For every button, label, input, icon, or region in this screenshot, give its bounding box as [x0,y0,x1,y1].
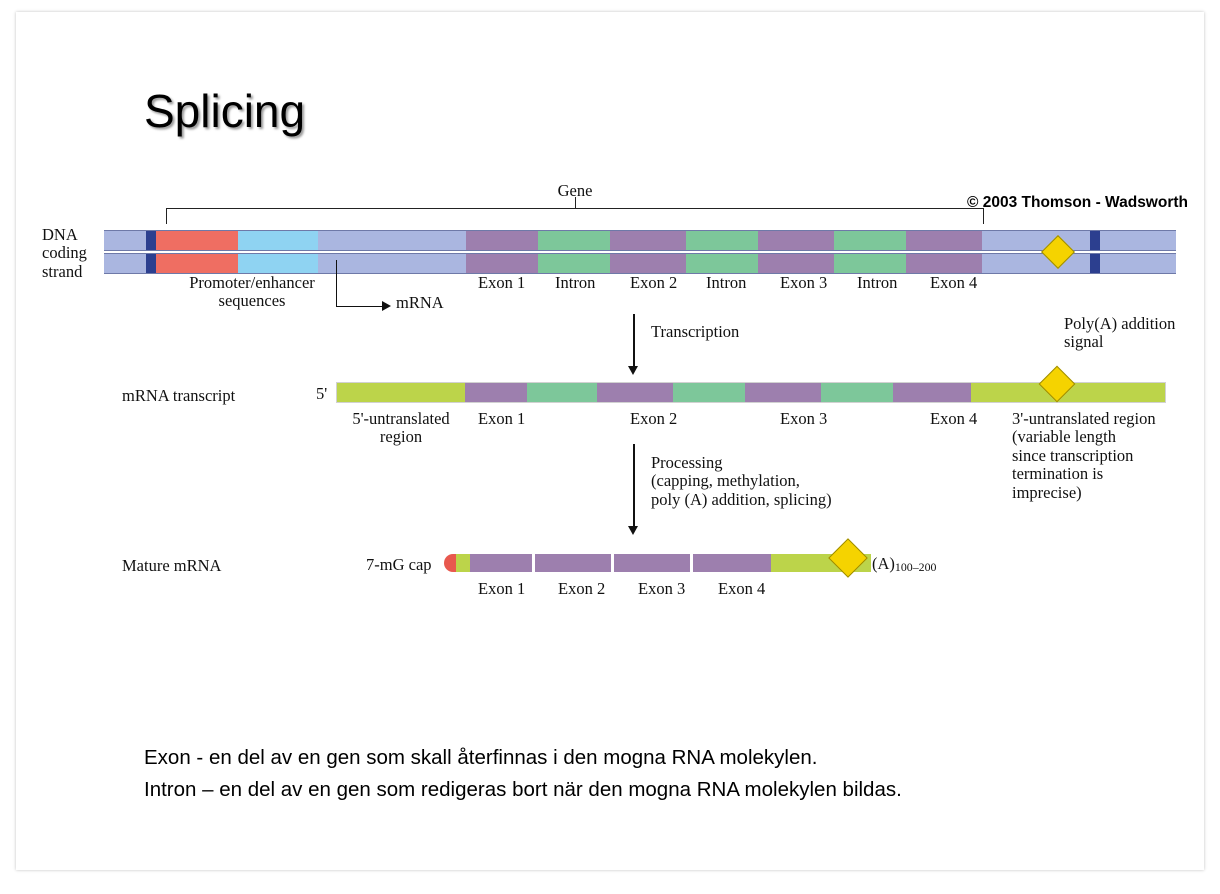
transcript-label-exon4: Exon 4 [930,409,978,428]
dna-strand-bottom [104,253,1176,274]
processing-label: Processing (capping, methylation, poly (A) addition, splicing) [651,453,832,509]
dna-track-label-intron3: Intron [857,273,898,292]
transcription-arrow-head [628,366,638,375]
processing-arrow-line [633,444,635,528]
caption-exon: Exon - en del av en gen som skall återfinnas i den mogna RNA molekylen. [144,746,818,769]
mature-label-exon4: Exon 4 [718,579,766,598]
polyA-tail-label: (A)100–200 [872,554,937,575]
transcription-arrow-line [633,314,635,368]
dna-track-label-intron1: Intron [555,273,596,292]
caption-intron: Intron – en del av en gen som redigeras bort när den mogna RNA molekylen bildas. [144,777,902,801]
mature-label-exon2: Exon 2 [558,579,606,598]
mrna-elbow-line [336,260,385,307]
gene-label: Gene [557,181,593,200]
copyright-notice: © 2003 Thomson - Wadsworth [967,194,1188,211]
mrna-arrow-label: mRNA [396,293,444,312]
three-prime-untranslated-label: 3'-untranslated region (variable length since transcription termination is imprecise) [1012,409,1156,502]
page-title: Splicing [144,85,306,137]
gene-brace [166,208,984,224]
transcription-label: Transcription [651,322,740,341]
mature-label-exon3: Exon 3 [638,579,686,598]
dna-track-label-exon3: Exon 3 [780,273,828,292]
transcript-label-exon1: Exon 1 [478,409,526,428]
promoter-enhancer-label: Promoter/enhancer sequences [189,273,315,311]
mature-mrna-bar [456,554,871,572]
polyA-addition-signal-label: Poly(A) addition signal [1064,314,1176,352]
dna-track-label-exon2: Exon 2 [630,273,678,292]
mrna-arrow-head [382,301,391,311]
dna-strand-top [104,230,1176,251]
dna-track-label-exon4: Exon 4 [930,273,978,292]
transcript-label-exon3: Exon 3 [780,409,828,428]
dna-track-label-exon1: Exon 1 [478,273,526,292]
five-prime-label: 5' [316,384,328,403]
cap-label: 7-mG cap [366,555,432,574]
mature-mrna-row-label: Mature mRNA [122,556,222,575]
splicing-figure [16,182,1220,612]
mrna-transcript-row-label: mRNA transcript [122,386,236,405]
five-prime-untranslated-label: 5'-untranslated region [352,409,450,447]
slide-frame [16,12,1204,870]
dna-strand-label: DNA coding strand [42,225,87,281]
dna-duplex [104,230,1176,274]
dna-track-label-intron2: Intron [706,273,747,292]
transcript-label-exon2: Exon 2 [630,409,678,428]
processing-arrow-head [628,526,638,535]
caption-block [144,742,902,806]
mature-label-exon1: Exon 1 [478,579,526,598]
